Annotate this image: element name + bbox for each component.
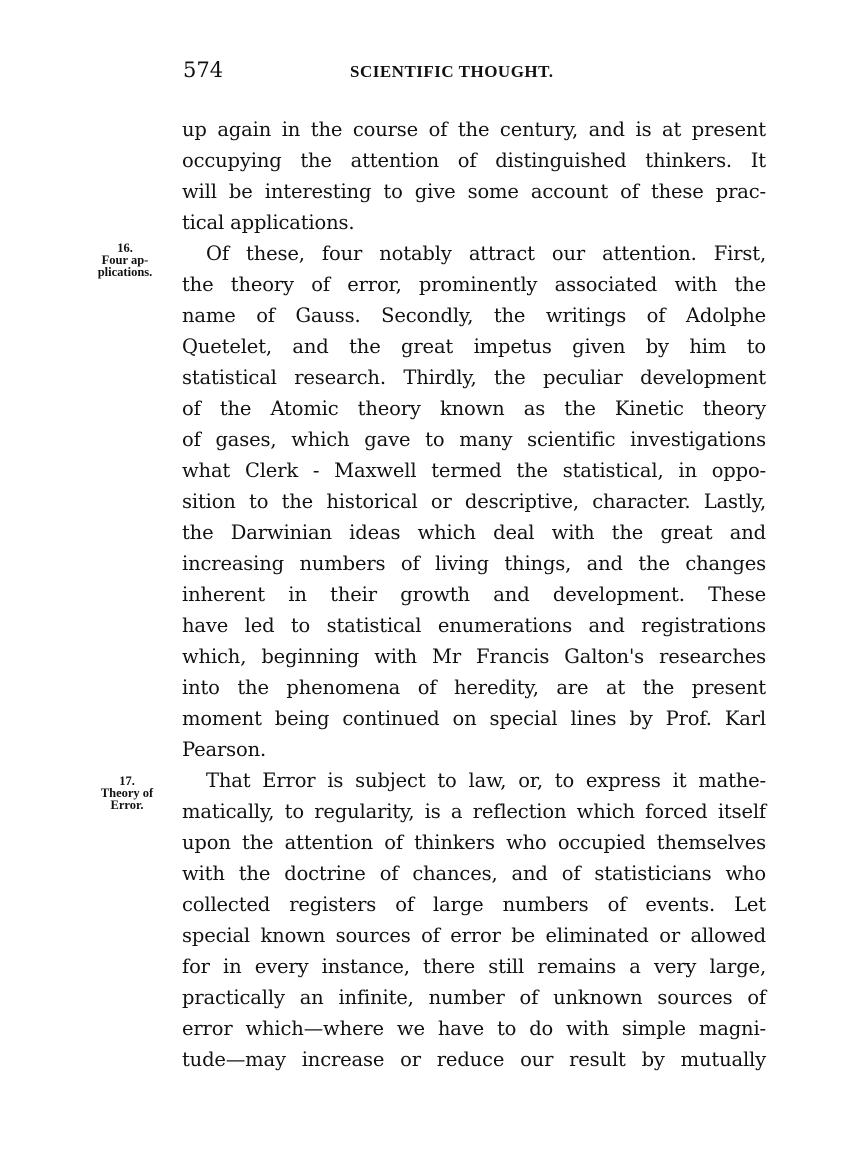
margin-note-17 (88, 775, 166, 811)
text-line: increasing numbers of living things, and the changes (182, 552, 766, 575)
text-line: collected registers of large numbers of events. Let (182, 893, 766, 916)
page-header (180, 58, 765, 92)
text-line: special known sources of error be eliminated or allowed (182, 924, 766, 947)
text-line: for in every instance, there still remains a very large, (182, 955, 766, 978)
text-line: what Clerk - Maxwell termed the statistical, in oppo- (182, 459, 766, 482)
margin-note-line: Theory of (100, 786, 154, 800)
text-line: error which—where we have to do with simple magni- (182, 1017, 766, 1040)
paragraph-continuation (182, 114, 766, 238)
text-line: Pearson. (182, 738, 267, 761)
text-line: That Error is subject to law, or, to express it mathe- (206, 769, 766, 792)
margin-note-16 (86, 242, 164, 278)
text-line: the theory of error, prominently associated with the (182, 273, 766, 296)
text-line: tude—may increase or reduce our result by mutually (182, 1048, 766, 1071)
running-head: SCIENTIFIC THOUGHT. (350, 62, 554, 81)
text-line: name of Gauss. Secondly, the writings of Adolphe (182, 304, 766, 327)
text-line: statistical research. Thirdly, the peculiar development (182, 366, 766, 389)
text-line: matically, to regularity, is a reflection which forced itself (182, 800, 766, 823)
margin-note-line: 16. (117, 241, 133, 255)
margin-note-line: Four ap- (101, 253, 149, 267)
margin-note-line: plications. (97, 265, 153, 279)
page-number: 574 (183, 58, 224, 82)
text-line: inherent in their growth and development. These (182, 583, 766, 606)
text-line: have led to statistical enumerations and registrations (182, 614, 766, 637)
text-line: into the phenomena of heredity, are at the present (182, 676, 766, 699)
text-line: the Darwinian ideas which deal with the great and (182, 521, 766, 544)
text-line: up again in the course of the century, and is at present (182, 118, 766, 141)
text-line: occupying the attention of distinguished thinkers. It (182, 149, 766, 172)
paragraph-four-applications (182, 238, 766, 765)
paragraph-theory-of-error (182, 765, 766, 1075)
text-line: Quetelet, and the great impetus given by him to (182, 335, 766, 358)
text-line: practically an infinite, number of unknown sources of (182, 986, 766, 1009)
text-line: will be interesting to give some account of these prac- (182, 180, 766, 203)
text-line: moment being continued on special lines by Prof. Karl (182, 707, 766, 730)
text-line: Of these, four notably attract our attention. First, (206, 242, 766, 265)
text-line: with the doctrine of chances, and of statisticians who (182, 862, 766, 885)
text-line: of gases, which gave to many scientific investigations (182, 428, 766, 451)
text-line: tical applications. (182, 211, 355, 234)
margin-note-line: 17. (119, 774, 135, 788)
text-line: of the Atomic theory known as the Kinetic theory (182, 397, 766, 420)
text-line: sition to the historical or descriptive, character. Lastly, (182, 490, 766, 513)
margin-note-line: Error. (110, 798, 144, 812)
text-line: which, beginning with Mr Francis Galton's researches (182, 645, 766, 668)
text-line: upon the attention of thinkers who occupied themselves (182, 831, 766, 854)
